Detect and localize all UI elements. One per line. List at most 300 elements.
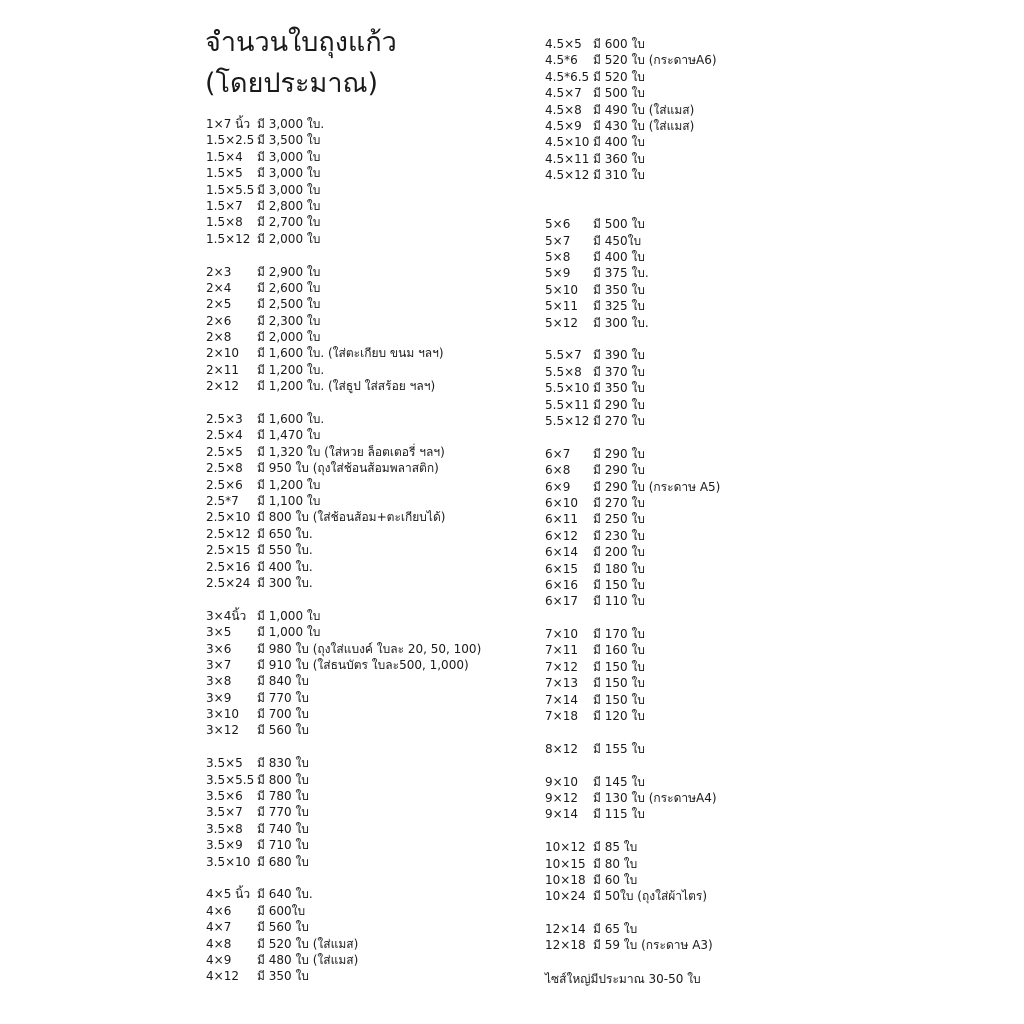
bag-count: มี 59 ใบ (กระดาษ A3): [593, 938, 713, 953]
bag-count: มี 270 ใบ: [593, 495, 645, 510]
bag-count: มี 300 ใบ.: [257, 575, 313, 590]
size-row: [206, 919, 481, 935]
bag-size: 2×11: [206, 362, 239, 377]
size-row: [206, 706, 481, 722]
bag-size: 4×5 นิ้ว: [206, 887, 251, 902]
bag-size: 7×11: [545, 643, 578, 658]
size-row: [206, 952, 481, 968]
bag-size: 5.5×7: [545, 348, 582, 363]
bag-count: มี 980 ใบ (ถุงใส่แบงค์ ใบละ 20, 50, 100): [257, 641, 482, 656]
bag-count: มี 650 ใบ.: [257, 526, 313, 541]
size-row: [545, 659, 720, 675]
bag-count: มี 300 ใบ.: [593, 315, 649, 330]
bag-size: 5.5×10: [545, 381, 590, 396]
bag-size: 5.5×12: [545, 413, 590, 428]
bag-count: มี 1,100 ใบ: [257, 493, 321, 508]
bag-size: 4×6: [206, 903, 232, 918]
bag-size: 3.5×7: [206, 805, 243, 820]
bag-count: มี 115 ใบ: [593, 807, 645, 822]
size-row: [206, 345, 481, 361]
bag-count: มี 2,900 ใบ: [257, 264, 321, 279]
bag-size: 4×7: [206, 920, 232, 935]
bag-size: 5×9: [545, 266, 571, 281]
bag-size: 2.5×12: [206, 526, 251, 541]
bag-count: มี 80 ใบ: [593, 856, 638, 871]
bag-count: มี 170 ใบ: [593, 627, 645, 642]
bag-count: มี 150 ใบ: [593, 692, 645, 707]
size-row: [206, 493, 481, 509]
bag-size: 10×18: [545, 872, 586, 887]
bag-count: มี 230 ใบ: [593, 528, 645, 543]
size-row: [206, 362, 481, 378]
size-row: [206, 722, 481, 738]
group-spacer: [545, 429, 720, 445]
bag-count: มี 350 ใบ: [257, 969, 309, 984]
bag-count: มี 145 ใบ: [593, 774, 645, 789]
size-row: [545, 36, 720, 52]
bag-count: มี 150 ใบ: [593, 676, 645, 691]
size-row: [206, 329, 481, 345]
size-row: [206, 149, 481, 165]
bag-count: มี 550 ใบ.: [257, 543, 313, 558]
size-row: [206, 788, 481, 804]
bag-size: 2.5×4: [206, 428, 243, 443]
bag-size: 2.5×5: [206, 444, 243, 459]
title-line-2: (โดยประมาณ): [205, 68, 379, 99]
bag-count: มี 490 ใบ (ใส่แมส): [593, 102, 695, 117]
bag-count: มี 2,700 ใบ: [257, 215, 321, 230]
size-row: [206, 460, 481, 476]
bag-size: 4×9: [206, 952, 232, 967]
size-row: [545, 708, 720, 724]
bag-count: มี 350 ใบ: [593, 282, 645, 297]
bag-size: 5×11: [545, 299, 578, 314]
bag-count: มี 390 ใบ: [593, 348, 645, 363]
bag-size: 3.5×10: [206, 854, 251, 869]
bag-size: 1.5×7: [206, 198, 243, 213]
size-row: [545, 151, 720, 167]
size-row: [545, 85, 720, 101]
size-row: [206, 411, 481, 427]
bag-count: มี 430 ใบ (ใส่แมส): [593, 118, 695, 133]
size-row: [206, 559, 481, 575]
bag-count: มี 150 ใบ: [593, 659, 645, 674]
bag-count: มี 840 ใบ: [257, 674, 309, 689]
size-row: [206, 444, 481, 460]
bag-size: 2.5×8: [206, 461, 243, 476]
bag-count: มี 1,000 ใบ: [257, 608, 321, 623]
bag-count: มี 290 ใบ: [593, 446, 645, 461]
bag-count: มี 910 ใบ (ใส่ธนบัตร ใบละ500, 1,000): [257, 657, 469, 672]
size-row: [206, 132, 481, 148]
bag-count: มี 65 ใบ: [593, 922, 638, 937]
bag-size: 10×24: [545, 889, 586, 904]
bag-size: 2×6: [206, 313, 232, 328]
bag-count: มี 830 ใบ: [257, 756, 309, 771]
bag-size: 3×7: [206, 657, 232, 672]
size-row: [545, 561, 720, 577]
bag-size: 3×9: [206, 690, 232, 705]
size-row: [545, 134, 720, 150]
bag-count: มี 250 ใบ: [593, 512, 645, 527]
group-spacer: [206, 739, 481, 755]
bag-size: 2×3: [206, 264, 232, 279]
size-row: [206, 509, 481, 525]
bag-size: 6×17: [545, 594, 578, 609]
size-row: [206, 231, 481, 247]
bag-size: 4.5×11: [545, 151, 590, 166]
footer-note: ไซส์ใหญ่มีประมาณ 30-50 ใบ: [545, 972, 701, 987]
bag-count: มี 1,200 ใบ. (ใส่ธูป ใส่สร้อย ฯลฯ): [257, 379, 436, 394]
bag-size: 4.5×8: [545, 102, 582, 117]
bag-count: มี 480 ใบ (ใส่แมส): [257, 952, 359, 967]
size-row: [206, 608, 481, 624]
group-spacer: [206, 247, 481, 263]
bag-count: มี 560 ใบ: [257, 920, 309, 935]
size-row: [545, 249, 720, 265]
bag-count: มี 520 ใบ (ใส่แมส): [257, 936, 359, 951]
group-spacer: [545, 724, 720, 740]
bag-size: 5×7: [545, 233, 571, 248]
bag-size: 5×12: [545, 315, 578, 330]
size-row: [545, 921, 720, 937]
bag-size: 5×6: [545, 217, 571, 232]
bag-count: มี 560 ใบ: [257, 723, 309, 738]
size-row: [206, 968, 481, 984]
bag-size: 6×16: [545, 577, 578, 592]
size-row: [545, 937, 720, 953]
page-title: [205, 22, 397, 104]
size-row: [206, 886, 481, 902]
bag-size: 1.5×2.5: [206, 133, 255, 148]
size-row: [545, 69, 720, 85]
group-spacer: [206, 591, 481, 607]
bag-size: 2.5*7: [206, 493, 239, 508]
group-spacer: [545, 200, 720, 216]
bag-count: มี 375 ใบ.: [593, 266, 649, 281]
bag-count: มี 2,000 ใบ: [257, 231, 321, 246]
bag-count: มี 60 ใบ: [593, 872, 638, 887]
size-row: [206, 673, 481, 689]
group-spacer: [545, 757, 720, 773]
bag-size: 4.5×12: [545, 168, 590, 183]
size-row: [206, 427, 481, 443]
bag-count: มี 110 ใบ: [593, 594, 645, 609]
group-spacer: [545, 331, 720, 347]
size-row: [206, 526, 481, 542]
bag-count: มี 3,500 ใบ: [257, 133, 321, 148]
size-row: [206, 264, 481, 280]
bag-size: 2×12: [206, 379, 239, 394]
bag-count: มี 290 ใบ: [593, 463, 645, 478]
bag-size: 4.5×10: [545, 135, 590, 150]
bag-count: มี 270 ใบ: [593, 413, 645, 428]
size-row: [545, 52, 720, 68]
bag-size: 2×10: [206, 346, 239, 361]
bag-size: 6×7: [545, 446, 571, 461]
bag-size: 7×18: [545, 709, 578, 724]
bag-count: มี 770 ใบ: [257, 690, 309, 705]
bag-count: มี 950 ใบ (ถุงใส่ช้อนส้อมพลาสติก): [257, 461, 439, 476]
size-row: [545, 511, 720, 527]
bag-count: มี 2,600 ใบ: [257, 280, 321, 295]
bag-count: มี 640 ใบ.: [257, 887, 313, 902]
bag-count: มี 800 ใบ (ใส่ช้อนส้อม+ตะเกียบได้): [257, 510, 446, 525]
bag-size: 1×7 นิ้ว: [206, 117, 251, 131]
bag-count: มี 740 ใบ: [257, 821, 309, 836]
size-row: [206, 477, 481, 493]
bag-size: 2.5×3: [206, 412, 243, 427]
size-row: [545, 413, 720, 429]
bag-count: มี 520 ใบ (กระดาษA6): [593, 53, 717, 68]
bag-size: 8×12: [545, 741, 578, 756]
size-row: [545, 839, 720, 855]
bag-size: 3×10: [206, 707, 239, 722]
size-row: [206, 165, 481, 181]
bag-count: มี 1,200 ใบ: [257, 477, 321, 492]
bag-count: มี 2,500 ใบ: [257, 297, 321, 312]
group-spacer: [545, 905, 720, 921]
size-row: [206, 804, 481, 820]
bag-size: 5×10: [545, 282, 578, 297]
bag-size: 9×14: [545, 807, 578, 822]
bag-count: มี 450ใบ: [593, 233, 642, 248]
bag-size: 2.5×24: [206, 575, 251, 590]
size-row: [206, 280, 481, 296]
bag-count: มี 500 ใบ: [593, 86, 645, 101]
bag-count: มี 1,470 ใบ: [257, 428, 321, 443]
size-row: [545, 282, 720, 298]
size-row: [206, 854, 481, 870]
bag-size: 4.5*6.5: [545, 69, 590, 84]
bag-count: มี 780 ใบ: [257, 789, 309, 804]
bag-count: มี 325 ใบ: [593, 299, 645, 314]
bag-count: มี 180 ใบ: [593, 561, 645, 576]
bag-size: 6×9: [545, 479, 571, 494]
size-row: [545, 872, 720, 888]
size-row: [545, 577, 720, 593]
bag-size: 6×15: [545, 561, 578, 576]
bag-size: 5.5×11: [545, 397, 590, 412]
bag-size: 7×10: [545, 627, 578, 642]
size-row: [545, 298, 720, 314]
size-row: [545, 741, 720, 757]
size-row: [206, 903, 481, 919]
bag-count: มี 400 ใบ.: [257, 559, 313, 574]
bag-size: 6×8: [545, 463, 571, 478]
bag-size: 2.5×16: [206, 559, 251, 574]
size-row: [545, 675, 720, 691]
bag-size: 1.5×4: [206, 149, 243, 164]
bag-count: มี 2,800 ใบ: [257, 198, 321, 213]
size-row: [206, 214, 481, 230]
bag-count: มี 520 ใบ: [593, 69, 645, 84]
bag-count: มี 120 ใบ: [593, 709, 645, 724]
size-row: [545, 479, 720, 495]
bag-size: 3×4นิ้ว: [206, 608, 247, 623]
title-line-1: จำนวนใบถุงแก้ว: [205, 27, 397, 58]
size-row: [206, 821, 481, 837]
bag-size: 6×10: [545, 495, 578, 510]
bag-count: มี 160 ใบ: [593, 643, 645, 658]
bag-size: 4.5×9: [545, 118, 582, 133]
bag-size: 3.5×9: [206, 838, 243, 853]
size-row: [545, 790, 720, 806]
bag-size: 4.5*6: [545, 53, 578, 68]
bag-count: มี 400 ใบ: [593, 250, 645, 265]
size-row: [545, 642, 720, 658]
bag-size: 6×12: [545, 528, 578, 543]
bag-count: มี 290 ใบ (กระดาษ A5): [593, 479, 721, 494]
bag-size: 2×4: [206, 280, 232, 295]
left-size-list: [206, 116, 481, 985]
bag-size: 3.5×8: [206, 821, 243, 836]
bag-count: มี 680 ใบ: [257, 854, 309, 869]
size-row: [545, 544, 720, 560]
bag-count: มี 600 ใบ: [593, 37, 645, 51]
bag-count: มี 200 ใบ: [593, 545, 645, 560]
size-row: [545, 446, 720, 462]
group-spacer: [545, 610, 720, 626]
bag-count: มี 155 ใบ: [593, 741, 645, 756]
bag-count: มี 3,000 ใบ: [257, 166, 321, 181]
size-row: [206, 641, 481, 657]
group-spacer: [545, 823, 720, 839]
bag-count: มี 3,000 ใบ: [257, 182, 321, 197]
size-row: [206, 936, 481, 952]
bag-count: มี 2,300 ใบ: [257, 313, 321, 328]
group-spacer: [545, 954, 720, 970]
size-row: [206, 296, 481, 312]
bag-count: มี 3,000 ใบ: [257, 149, 321, 164]
group-spacer: [206, 395, 481, 411]
bag-count: มี 1,320 ใบ (ใส่หวย ล็อตเตอรี่ ฯลฯ): [257, 444, 445, 459]
bag-size: 10×12: [545, 840, 586, 855]
bag-size: 7×14: [545, 692, 578, 707]
bag-count: มี 1,600 ใบ.: [257, 412, 325, 427]
bag-size: 10×15: [545, 856, 586, 871]
bag-size: 3×12: [206, 723, 239, 738]
size-row: [206, 657, 481, 673]
bag-size: 9×12: [545, 790, 578, 805]
size-row: [206, 690, 481, 706]
group-spacer: [206, 870, 481, 886]
bag-size: 12×18: [545, 938, 586, 953]
bag-size: 1.5×5: [206, 166, 243, 181]
bag-size: 3×5: [206, 625, 232, 640]
size-row: [545, 888, 720, 904]
size-row: [206, 837, 481, 853]
bag-count: มี 2,000 ใบ: [257, 330, 321, 345]
bag-size: 5.5×8: [545, 364, 582, 379]
size-row: [545, 102, 720, 118]
size-row: [206, 624, 481, 640]
bag-size: 2×5: [206, 297, 232, 312]
group-spacer: [545, 184, 720, 200]
size-row: [545, 626, 720, 642]
bag-size: 7×12: [545, 659, 578, 674]
bag-size: 3×6: [206, 641, 232, 656]
bag-size: 2.5×6: [206, 477, 243, 492]
size-row: [545, 528, 720, 544]
bag-size: 6×11: [545, 512, 578, 527]
bag-size: 5×8: [545, 250, 571, 265]
bag-size: 7×13: [545, 676, 578, 691]
bag-size: 3.5×5.5: [206, 772, 255, 787]
bag-count: มี 50ใบ (ถุงใส่ผ้าไตร): [593, 889, 707, 904]
bag-count: มี 1,600 ใบ. (ใส่ตะเกียบ ขนม ฯลฯ): [257, 346, 444, 361]
bag-size: 3.5×5: [206, 756, 243, 771]
bag-count: มี 800 ใบ: [257, 772, 309, 787]
size-row: [545, 364, 720, 380]
size-row: [206, 772, 481, 788]
bag-size: 3×8: [206, 674, 232, 689]
bag-count: มี 150 ใบ: [593, 577, 645, 592]
size-row: [545, 495, 720, 511]
size-row: [206, 542, 481, 558]
bag-count: มี 310 ใบ: [593, 168, 645, 183]
size-row: [206, 116, 481, 132]
size-row: [545, 806, 720, 822]
bag-count: มี 290 ใบ: [593, 397, 645, 412]
bag-count: มี 770 ใบ: [257, 805, 309, 820]
bag-count: มี 400 ใบ: [593, 135, 645, 150]
size-row: [545, 692, 720, 708]
bag-count: มี 3,000 ใบ.: [257, 117, 325, 131]
bag-count: มี 360 ใบ: [593, 151, 645, 166]
size-row: [206, 378, 481, 394]
size-row: [545, 216, 720, 232]
bag-count: มี 500 ใบ: [593, 217, 645, 232]
size-row: [545, 397, 720, 413]
bag-count: มี 1,200 ใบ.: [257, 362, 325, 377]
bag-size: 12×14: [545, 922, 586, 937]
size-row: [206, 575, 481, 591]
size-row: [545, 118, 720, 134]
size-row: [545, 233, 720, 249]
bag-size: 4×8: [206, 936, 232, 951]
bag-count: มี 85 ใบ: [593, 840, 638, 855]
size-row: [545, 315, 720, 331]
bag-count: มี 1,000 ใบ: [257, 625, 321, 640]
bag-size: 9×10: [545, 774, 578, 789]
bag-count: มี 370 ใบ: [593, 364, 645, 379]
bag-size: 2×8: [206, 330, 232, 345]
size-row: [545, 347, 720, 363]
bag-size: 2.5×15: [206, 543, 251, 558]
bag-size: 2.5×10: [206, 510, 251, 525]
right-size-list: [545, 36, 720, 988]
bag-size: 4.5×7: [545, 86, 582, 101]
bag-count: มี 130 ใบ (กระดาษA4): [593, 790, 717, 805]
size-row: [545, 774, 720, 790]
size-row: [206, 182, 481, 198]
size-row: [206, 755, 481, 771]
bag-count: มี 350 ใบ: [593, 381, 645, 396]
size-row: [206, 198, 481, 214]
bag-size: 1.5×12: [206, 231, 251, 246]
bag-count: มี 600ใบ: [257, 903, 306, 918]
bag-size: 4×12: [206, 969, 239, 984]
size-row: [545, 462, 720, 478]
bag-count: มี 700 ใบ: [257, 707, 309, 722]
size-row: [545, 856, 720, 872]
bag-count: มี 710 ใบ: [257, 838, 309, 853]
bag-size: 1.5×5.5: [206, 182, 255, 197]
size-row: [545, 167, 720, 183]
bag-size: 4.5×5: [545, 37, 582, 51]
bag-size: 1.5×8: [206, 215, 243, 230]
